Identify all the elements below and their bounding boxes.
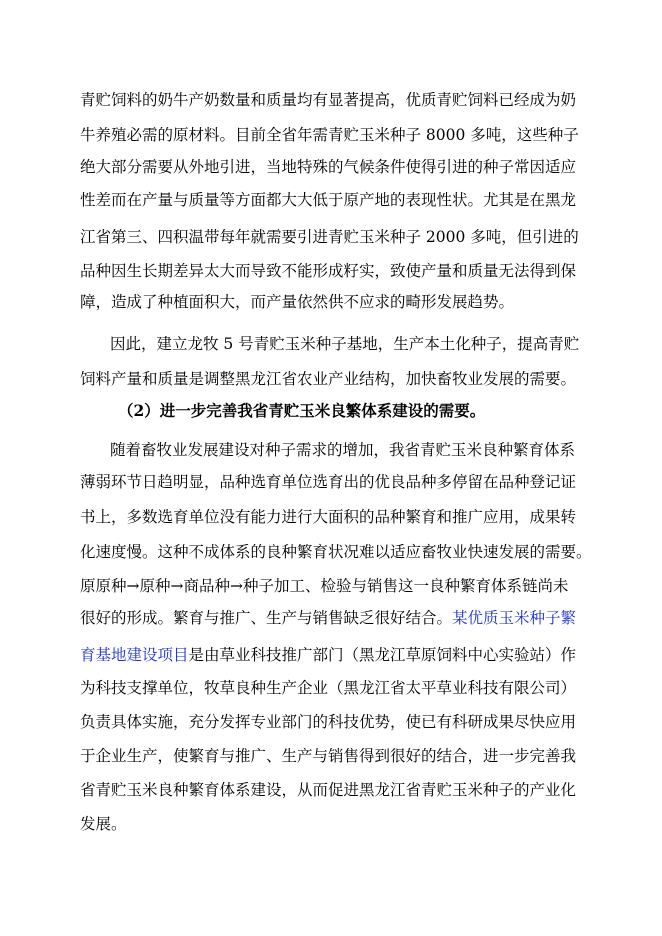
paragraph-line: 饲料产量和质量是调整黑龙江省农业产业结构，加快畜牧业发展的需要。: [80, 370, 577, 388]
paragraph-line: 因此，建立龙牧 5 号青贮玉米种子基地，生产本土化种子，提高青贮: [110, 335, 580, 353]
paragraph-line: 绝大部分需要从外地引进，当地特殊的气候条件使得引进的种子常因适应: [80, 158, 577, 176]
paragraph-line: 障，造成了种植面积大，而产量依然供不应求的畸形发展趋势。: [80, 293, 515, 311]
paragraph-line: [80, 608, 582, 628]
paragraph-line: 青贮饲料的奶牛产奶数量和质量均有显著提高，优质青贮饲料已经成为奶: [80, 91, 577, 109]
project-name-link[interactable]: 某优质玉米种子繁: [452, 609, 577, 627]
paragraph-line: 原原种→原种→商品种→种子加工、检验与销售这一良种繁育体系链尚未: [80, 577, 569, 595]
paragraph-line: 性差而在产量与质量等方面都大大低于原产地的表现性状。尤其是在黑龙: [80, 191, 577, 209]
paragraph-line: 书上，多数选育单位没有能力进行大面积的品种繁育和推广应用，成果转: [80, 508, 577, 526]
section-heading: （2）进一步完善我省青贮玉米良繁体系建设的需要。: [118, 401, 486, 420]
paragraph-line: 为科技支撑单位，牧草良种生产企业（黑龙江省太平草业科技有限公司）: [80, 679, 577, 697]
paragraph-text: 很好的形成。繁育与推广、生产与销售缺乏很好结合。: [80, 609, 453, 627]
paragraph-line: 品种因生长期差异太大而导致不能形成籽实，致使产量和质量无法得到保: [80, 262, 577, 280]
paragraph-line: 于企业生产，使繁育与推广、生产与销售得到很好的结合，进一步完善我: [80, 747, 577, 765]
paragraph-line: 牛养殖必需的原材料。目前全省年需青贮玉米种子 8000 多吨，这些种子: [80, 126, 579, 144]
paragraph-line: 薄弱环节日趋明显，品种选育单位选育出的优良品种多停留在品种登记证: [80, 473, 577, 491]
paragraph-line: [80, 645, 582, 665]
paragraph-line: 化速度慢。这种不成体系的良种繁育状况难以适应畜牧业快速发展的需要。: [80, 543, 592, 561]
paragraph-line: 江省第三、四积温带每年就需要引进青贮玉米种子 2000 多吨，但引进的: [80, 228, 579, 246]
paragraph-line: 发展。: [80, 815, 127, 833]
paragraph-line: 负责具体实施，充分发挥专业部门的科技优势，使已有科研成果尽快应用: [80, 713, 577, 731]
project-name-link[interactable]: 育基地建设项目: [80, 646, 189, 664]
paragraph-text: 是由草业科技推广部门（黑龙江草原饲料中心实验站）作: [188, 646, 577, 664]
paragraph-line: 省青贮玉米良种繁育体系建设，从而促进黑龙江省青贮玉米种子的产业化: [80, 781, 577, 799]
paragraph-line: 随着畜牧业发展建设对种子需求的增加，我省青贮玉米良种繁育体系: [110, 441, 576, 459]
